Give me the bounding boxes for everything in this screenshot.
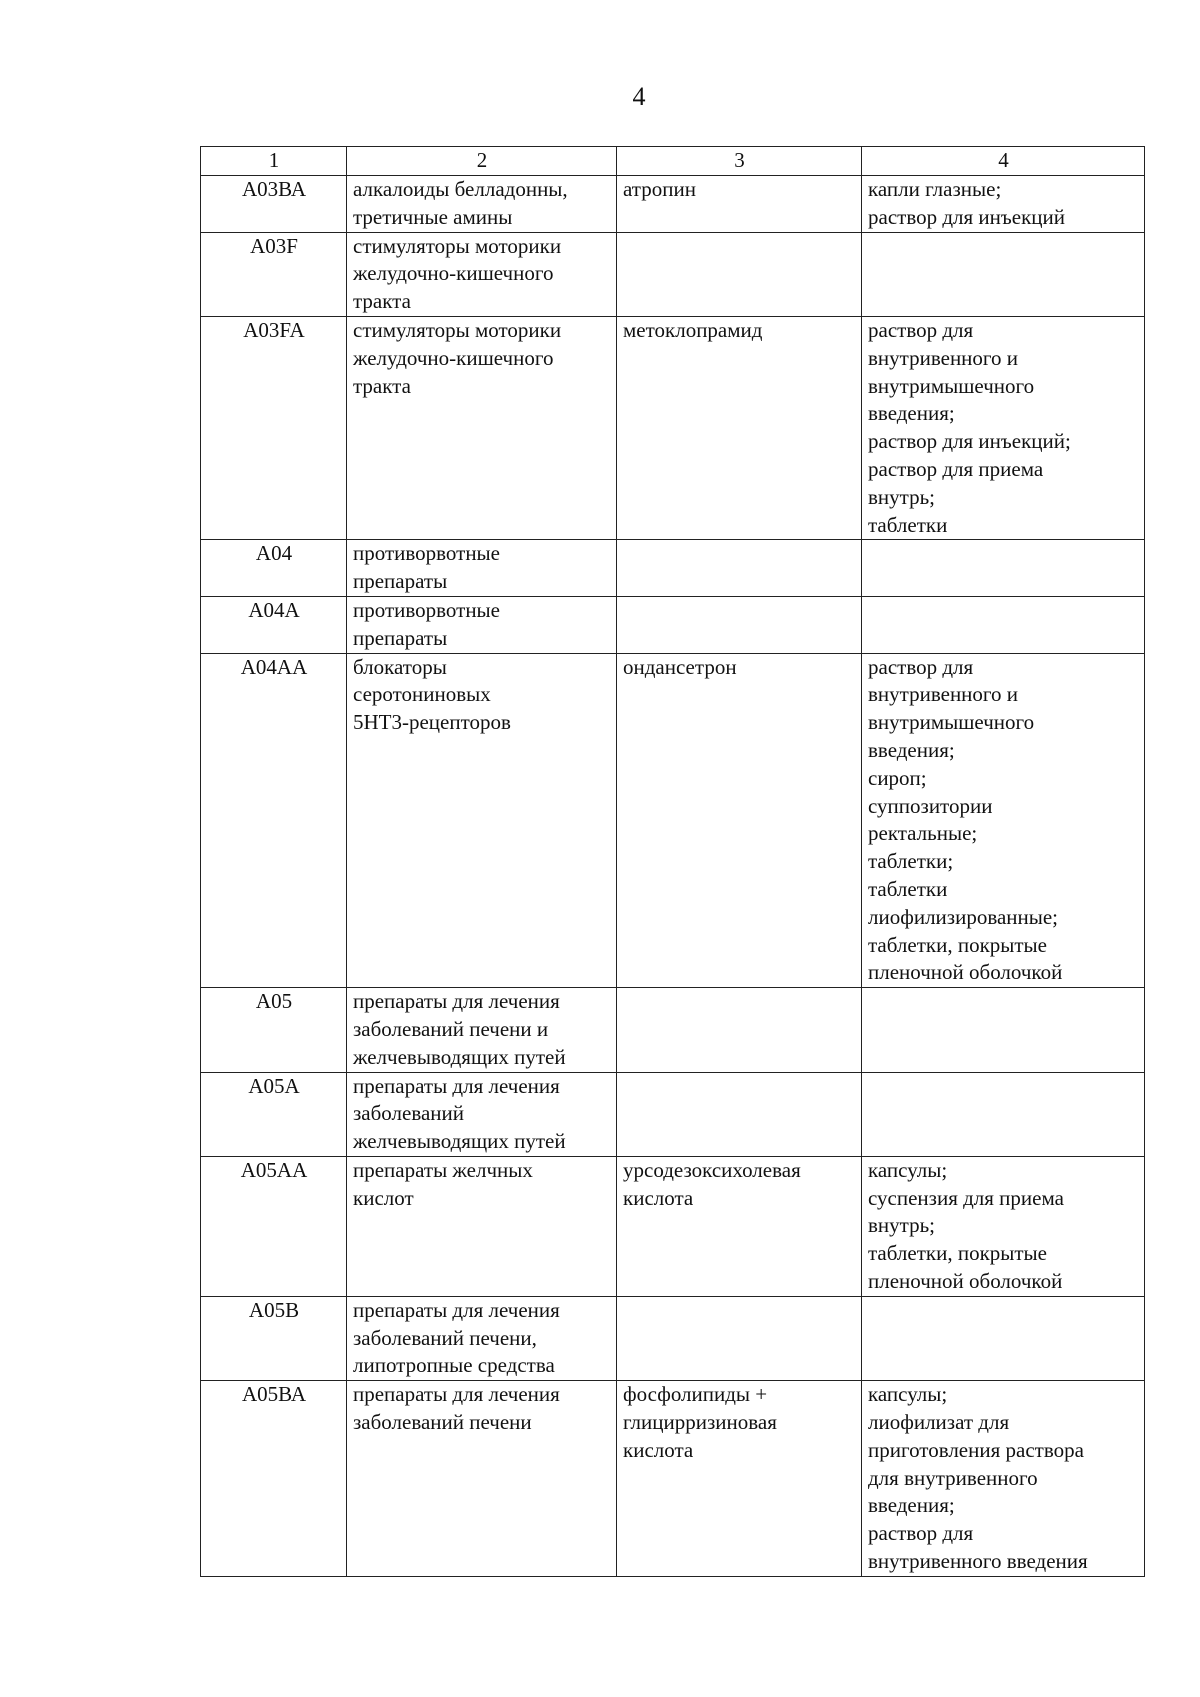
dosage-forms-line: пленочной оболочкой: [868, 960, 1063, 985]
drug-name-line: кислота: [623, 1185, 694, 1210]
dosage-forms-line: таблетки, покрытые: [868, 1241, 1047, 1266]
atc-code-cell: А05ВА: [201, 1381, 347, 1577]
group-name-cell: [347, 1072, 617, 1156]
dosage-forms-line: внутрь;: [868, 1213, 935, 1238]
dosage-forms-line: для внутривенного: [868, 1465, 1038, 1490]
group-name-line: стимуляторы моторики: [353, 317, 562, 342]
drug-name-line: метоклопрамид: [623, 317, 763, 342]
dosage-forms-line: введения;: [868, 401, 955, 426]
group-name-line: желудочно-кишечного: [353, 345, 554, 370]
atc-code-cell: А05АА: [201, 1156, 347, 1296]
atc-code-cell: А04АА: [201, 653, 347, 988]
dosage-forms-line: суппозитории: [868, 793, 993, 818]
dosage-forms-line: лиофилизированные;: [868, 904, 1059, 929]
dosage-forms-line: внутрь;: [868, 484, 935, 509]
drug-name-cell: [617, 596, 862, 653]
atc-code-cell: А03FA: [201, 316, 347, 539]
header-row: [201, 147, 1145, 176]
table-body: [201, 176, 1145, 1577]
drug-name-cell: [617, 1072, 862, 1156]
atc-code-cell: А03ВА: [201, 176, 347, 233]
drug-name-cell: [617, 653, 862, 988]
dosage-forms-line: сироп;: [868, 765, 927, 790]
drug-name-line: глицирризиновая: [623, 1410, 777, 1435]
dosage-forms-line: раствор для инъекций: [868, 204, 1065, 229]
dosage-forms-line: таблетки, покрытые: [868, 932, 1047, 957]
dosage-forms-cell: [862, 540, 1145, 597]
dosage-forms-line: введения;: [868, 737, 955, 762]
group-name-cell: [347, 596, 617, 653]
drug-name-line: урсодезоксихолевая: [623, 1157, 801, 1182]
dosage-forms-line: приготовления раствора: [868, 1437, 1084, 1462]
group-name-cell: [347, 176, 617, 233]
atc-code-cell: А05А: [201, 1072, 347, 1156]
table-row: [201, 1156, 1145, 1296]
dosage-forms-cell: [862, 232, 1145, 316]
group-name-cell: [347, 653, 617, 988]
group-name-line: препараты: [353, 625, 448, 650]
dosage-forms-line: капсулы;: [868, 1382, 948, 1407]
dosage-forms-line: пленочной оболочкой: [868, 1269, 1063, 1294]
group-name-line: алкалоиды белладонны,: [353, 177, 568, 201]
dosage-forms-line: внутривенного и: [868, 682, 1018, 707]
dosage-forms-line: капсулы;: [868, 1157, 948, 1182]
group-name-line: препараты для лечения: [353, 1073, 560, 1098]
table-row: [201, 596, 1145, 653]
group-name-line: желчевыводящих путей: [353, 1044, 566, 1069]
column-header: 2: [347, 147, 617, 176]
dosage-forms-line: лиофилизат для: [868, 1410, 1010, 1435]
drug-name-cell: [617, 176, 862, 233]
dosage-forms-line: раствор для: [868, 654, 974, 679]
dosage-forms-line: таблетки;: [868, 849, 954, 874]
group-name-line: заболеваний печени,: [353, 1325, 537, 1350]
group-name-cell: [347, 1156, 617, 1296]
dosage-forms-cell: [862, 596, 1145, 653]
dosage-forms-cell: [862, 1296, 1145, 1380]
group-name-line: противорвотные: [353, 541, 500, 566]
group-name-line: заболеваний: [353, 1101, 464, 1126]
drug-name-cell: [617, 232, 862, 316]
group-name-cell: [347, 1381, 617, 1577]
dosage-forms-cell: [862, 176, 1145, 233]
page-number: 4: [632, 82, 646, 111]
dosage-forms-line: раствор для: [868, 1521, 974, 1546]
table-row: [201, 232, 1145, 316]
dosage-forms-line: таблетки: [868, 876, 948, 901]
column-header: 3: [617, 147, 862, 176]
group-name-line: третичные амины: [353, 204, 513, 229]
group-name-cell: [347, 232, 617, 316]
group-name-line: кислот: [353, 1185, 414, 1210]
group-name-cell: [347, 1296, 617, 1380]
dosage-forms-line: капли глазные;: [868, 177, 1002, 201]
dosage-forms-cell: [862, 653, 1145, 988]
dosage-forms-line: внутривенного введения: [868, 1549, 1088, 1574]
drug-name-cell: [617, 316, 862, 539]
dosage-forms-line: внутримышечного: [868, 373, 1035, 398]
table-row: [201, 176, 1145, 233]
dosage-forms-line: раствор для приема: [868, 456, 1044, 481]
dosage-forms-line: введения;: [868, 1493, 955, 1518]
group-name-line: препараты желчных: [353, 1157, 533, 1182]
dosage-forms-cell: [862, 316, 1145, 539]
atc-code-cell: А04: [201, 540, 347, 597]
dosage-forms-line: ректальные;: [868, 821, 978, 846]
dosage-forms-line: внутривенного и: [868, 345, 1018, 370]
column-header: 1: [201, 147, 347, 176]
drug-name-cell: [617, 1156, 862, 1296]
table-row: [201, 1381, 1145, 1577]
dosage-forms-cell: [862, 988, 1145, 1072]
group-name-line: желудочно-кишечного: [353, 261, 554, 286]
dosage-forms-cell: [862, 1381, 1145, 1577]
group-name-cell: [347, 540, 617, 597]
group-name-cell: [347, 988, 617, 1072]
drug-name-line: атропин: [623, 177, 696, 201]
table-row: [201, 316, 1145, 539]
group-name-line: стимуляторы моторики: [353, 233, 562, 258]
group-name-line: серотониновых: [353, 682, 491, 707]
table-row: [201, 1296, 1145, 1380]
group-name-line: препараты для лечения: [353, 1382, 560, 1407]
drug-name-line: ондансетрон: [623, 654, 737, 679]
group-name-line: противорвотные: [353, 597, 500, 622]
group-name-line: заболеваний печени: [353, 1410, 532, 1435]
dosage-forms-line: таблетки: [868, 512, 948, 537]
drug-name-cell: [617, 540, 862, 597]
dosage-forms-line: внутримышечного: [868, 710, 1035, 735]
drug-name-cell: [617, 988, 862, 1072]
group-name-cell: [347, 316, 617, 539]
group-name-line: блокаторы: [353, 654, 447, 679]
group-name-line: заболеваний печени и: [353, 1016, 549, 1041]
drug-name-cell: [617, 1296, 862, 1380]
column-header: 4: [862, 147, 1145, 176]
group-name-line: тракта: [353, 373, 411, 398]
table-row: [201, 653, 1145, 988]
group-name-line: препараты: [353, 569, 448, 594]
group-name-line: 5НТ3-рецепторов: [353, 710, 511, 735]
dosage-forms-line: суспензия для приема: [868, 1185, 1064, 1210]
table-row: [201, 1072, 1145, 1156]
group-name-line: тракта: [353, 289, 411, 314]
dosage-forms-line: раствор для: [868, 317, 974, 342]
group-name-line: препараты для лечения: [353, 1297, 560, 1322]
group-name-line: липотропные средства: [353, 1353, 555, 1378]
dosage-forms-cell: [862, 1156, 1145, 1296]
group-name-line: желчевыводящих путей: [353, 1129, 566, 1154]
table-row: [201, 988, 1145, 1072]
dosage-forms-cell: [862, 1072, 1145, 1156]
drug-name-cell: [617, 1381, 862, 1577]
group-name-line: препараты для лечения: [353, 989, 560, 1014]
dosage-forms-line: раствор для инъекций;: [868, 429, 1071, 454]
atc-code-cell: А03F: [201, 232, 347, 316]
atc-code-cell: А04А: [201, 596, 347, 653]
atc-code-cell: А05В: [201, 1296, 347, 1380]
drug-name-line: кислота: [623, 1437, 694, 1462]
atc-code-cell: А05: [201, 988, 347, 1072]
drug-table: [200, 146, 1145, 1577]
drug-name-line: фосфолипиды +: [623, 1382, 768, 1407]
table-row: [201, 540, 1145, 597]
